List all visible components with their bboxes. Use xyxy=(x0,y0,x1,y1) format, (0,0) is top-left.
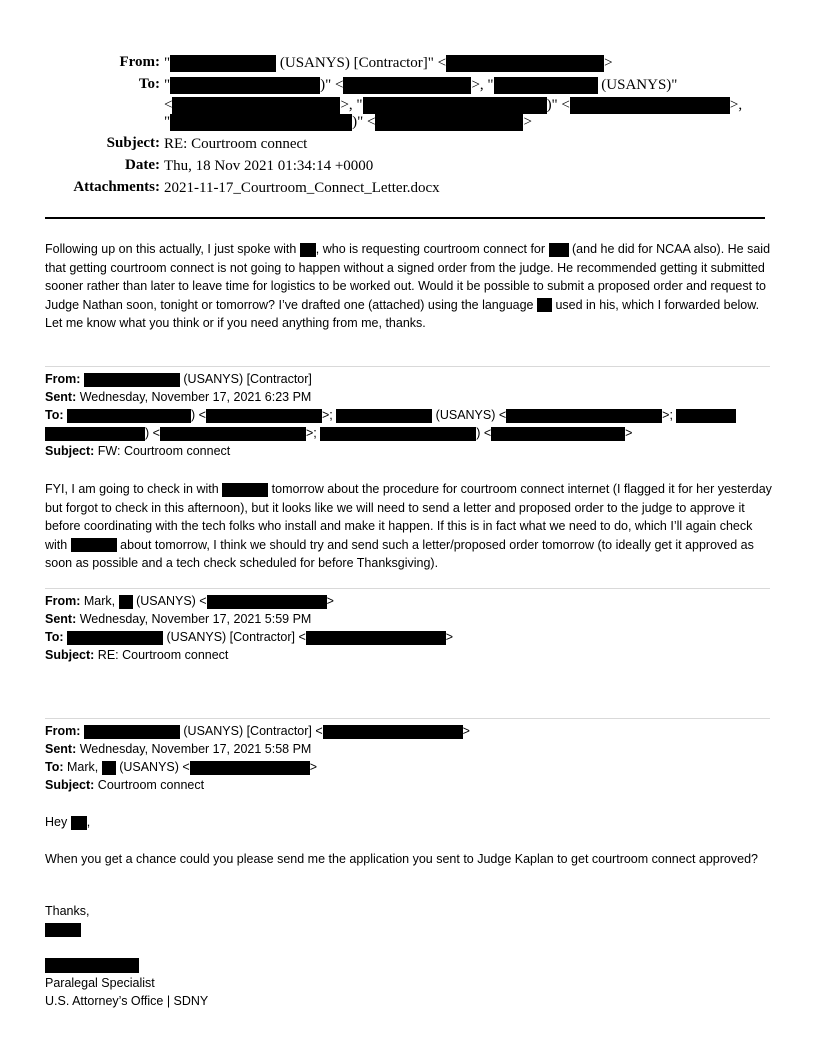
to-label: To: xyxy=(138,76,160,92)
email3-to: To: (USANYS) [Contractor] < > xyxy=(45,630,454,644)
redaction xyxy=(363,97,547,114)
email4-sent: Sent: Wednesday, November 17, 2021 5:58 PM xyxy=(45,742,312,756)
redaction xyxy=(172,97,340,114)
redaction xyxy=(375,114,523,131)
subject-label: Subject: xyxy=(106,135,160,151)
header-divider xyxy=(45,217,765,219)
email4-body: When you get a chance could you please send me the application you sent to Judge Kaplan to get courtroom connect approved? xyxy=(45,852,758,866)
email4-greeting: Hey , xyxy=(45,815,91,829)
signature-name-redaction xyxy=(45,923,81,937)
signature-name-redaction xyxy=(45,958,139,973)
subject-value: RE: Courtroom connect xyxy=(164,136,308,152)
from-value: " (USANYS) [Contractor]" < > xyxy=(164,55,613,71)
redaction xyxy=(506,409,662,423)
redaction xyxy=(170,55,276,72)
redaction xyxy=(491,427,625,441)
email4-from: From: (USANYS) [Contractor] < > xyxy=(45,724,470,738)
redaction xyxy=(570,97,730,114)
message-separator xyxy=(45,718,770,719)
email4-thanks: Thanks, xyxy=(45,904,90,918)
redaction xyxy=(84,725,180,739)
redaction xyxy=(537,298,552,312)
email2-subject: Subject: FW: Courtroom connect xyxy=(45,444,231,458)
redaction xyxy=(71,538,117,552)
signature-office: U.S. Attorney’s Office | SDNY xyxy=(45,994,209,1008)
redaction xyxy=(676,409,736,423)
redaction xyxy=(222,483,268,497)
redaction xyxy=(494,77,598,94)
date-label: Date: xyxy=(125,157,160,173)
redaction xyxy=(67,409,191,423)
email3-from: From: Mark, (USANYS) < > xyxy=(45,594,334,608)
redaction xyxy=(343,77,471,94)
email4-to: To: Mark, (USANYS) < > xyxy=(45,760,318,774)
redaction xyxy=(67,631,163,645)
signature-title: Paralegal Specialist xyxy=(45,976,155,990)
email2-from: From: (USANYS) [Contractor] xyxy=(45,372,312,386)
from-label: From: xyxy=(119,54,160,70)
email4-subject: Subject: Courtroom connect xyxy=(45,778,205,792)
redaction xyxy=(45,427,145,441)
redaction xyxy=(306,631,446,645)
redaction xyxy=(323,725,463,739)
redaction xyxy=(119,595,133,609)
redaction xyxy=(102,761,116,775)
redaction xyxy=(206,409,322,423)
message-separator xyxy=(45,588,770,589)
email3-subject: Subject: RE: Courtroom connect xyxy=(45,648,229,662)
email3-sent: Sent: Wednesday, November 17, 2021 5:59 PM xyxy=(45,612,312,626)
email2-to-line-1: To: ) < >; (USANYS) < >; xyxy=(45,407,775,425)
message-body-1: Following up on this actually, I just spoke with , who is requesting courtroom connect for (and he did for NCAA also). He said that getting courtroom connect is not going to happen without a signed order from the judge. He recommended getting it submitted sooner rather than later to leave time for logistics to be worked out. Would it be possible to submit a proposed order and request to Judge Nathan soon, tonight or tomorrow? I’ve drafted one (attached) using the language used in his, which I forwarded below. Let me know what you think or if you need anything from me, thanks. xyxy=(45,242,771,330)
attachments-label: Attachments: xyxy=(73,179,160,195)
redaction xyxy=(300,243,316,257)
redaction xyxy=(549,243,569,257)
redaction xyxy=(320,427,476,441)
redaction xyxy=(190,761,310,775)
redaction xyxy=(170,77,320,94)
redaction xyxy=(71,816,87,830)
redaction xyxy=(170,114,352,131)
redaction xyxy=(336,409,432,423)
email2-body: FYI, I am going to check in with tomorrow about the procedure for courtroom connect internet (I flagged it for her yesterday but forgot to check in this afternoon), but it looks like we will need to send a letter and proposed order to the judge to approve it before coordinating with the tech folks who install and make it happen. If this is in fact what we need to do, which I’ll again check with about tomorrow, I think we should try and send such a letter/proposed order tomorrow (to ideally get it approved as soon as possible and a tech check scheduled for before Thanksgiving). xyxy=(45,482,772,570)
date-value: Thu, 18 Nov 2021 01:34:14 +0000 xyxy=(164,158,374,174)
email2-sent: Sent: Wednesday, November 17, 2021 6:23 PM xyxy=(45,390,312,404)
to-value-line-3: " )" < > xyxy=(164,114,532,130)
to-value-line-2: < >, " )" < >, xyxy=(164,97,743,113)
email2-to-line-2: ) < >; ) < > xyxy=(45,425,775,443)
redaction xyxy=(160,427,306,441)
message-separator xyxy=(45,366,770,367)
redaction xyxy=(446,55,604,72)
redaction xyxy=(207,595,327,609)
attachment-filename[interactable]: 2021-11-17_Courtroom_Connect_Letter.docx xyxy=(164,180,440,196)
redaction xyxy=(84,373,180,387)
to-value-line-1: " )" < >, " (USANYS)" xyxy=(164,77,678,93)
